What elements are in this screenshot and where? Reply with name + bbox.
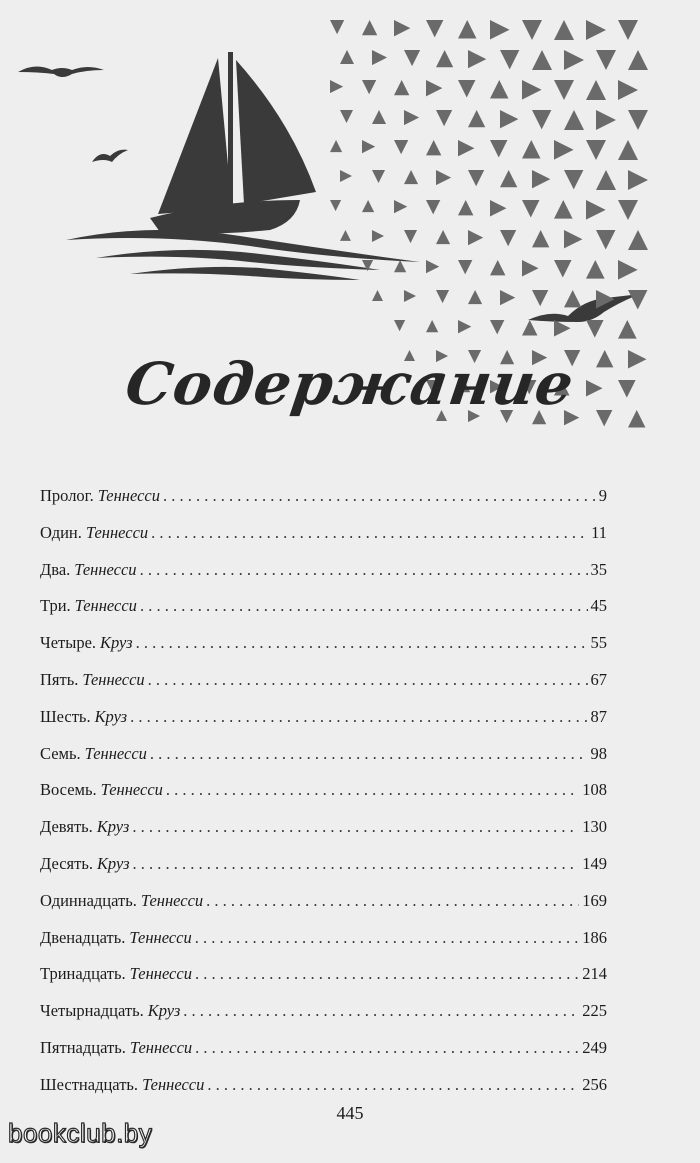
chapter-narrator: Теннесси: [100, 780, 163, 800]
page-reference: 249: [582, 1037, 607, 1057]
chapter-number: Четыре.: [40, 633, 97, 653]
triangle-mark: [596, 170, 616, 190]
triangle-mark: [362, 200, 374, 212]
chapter-number: Шесть.: [40, 706, 91, 726]
triangle-mark: [490, 80, 509, 99]
dot-leader: [195, 956, 579, 993]
triangle-mark: [468, 290, 482, 304]
triangle-mark: [596, 230, 615, 249]
chapter-number: Одиннадцать.: [40, 890, 137, 910]
triangle-mark: [532, 230, 549, 247]
triangle-mark: [458, 260, 472, 274]
triangle-mark: [522, 260, 538, 276]
triangle-mark: [628, 110, 648, 130]
chapter-number: Три.: [40, 596, 71, 616]
page-reference: 87: [590, 706, 607, 726]
triangle-mark: [362, 140, 375, 153]
chapter-narrator: Теннесси: [97, 486, 160, 505]
chapter-number: Два.: [40, 559, 71, 579]
triangle-mark: [532, 290, 548, 306]
toc-entry: [40, 772, 607, 809]
triangle-mark: [404, 170, 418, 184]
triangle-mark: [372, 230, 384, 242]
toc-entry: [40, 736, 607, 773]
chapter-number: Пять.: [40, 669, 79, 689]
triangle-mark: [586, 260, 605, 279]
page-reference: 169: [582, 890, 607, 910]
triangle-mark: [458, 200, 473, 215]
toc-entry: [40, 478, 607, 515]
triangle-mark: [522, 80, 542, 100]
chapter-narrator: Теннесси: [142, 1074, 205, 1094]
chapter-narrator: Теннесси: [129, 927, 192, 947]
triangle-mark: [490, 20, 510, 40]
chapter-narrator: Теннесси: [129, 1037, 193, 1057]
chapter-number: Четырнадцать.: [40, 1001, 144, 1021]
dot-leader: [150, 736, 588, 773]
triangle-mark: [394, 200, 407, 213]
page-title: Содержание: [121, 350, 579, 418]
chapter-narrator: Круз: [94, 706, 128, 726]
page-reference: 55: [590, 633, 607, 653]
chapter-number: Шестнадцать.: [40, 1074, 139, 1094]
triangle-mark: [436, 110, 452, 126]
page-reference: 149: [582, 853, 607, 873]
seagull-icon: [92, 150, 128, 162]
toc-entry: [40, 588, 607, 625]
chapter-narrator: Теннесси: [74, 559, 137, 579]
chapter-narrator: Теннесси: [82, 669, 145, 689]
triangle-mark: [596, 110, 616, 130]
triangle-mark: [394, 20, 410, 36]
page-reference: 108: [582, 780, 607, 800]
triangle-mark: [426, 260, 439, 273]
triangle-mark: [372, 110, 386, 124]
triangle-mark: [340, 230, 351, 241]
chapter-narrator: Круз: [147, 1001, 181, 1021]
triangle-mark: [458, 140, 474, 156]
triangle-mark: [426, 140, 441, 155]
triangle-mark: [490, 200, 506, 216]
triangle-mark: [500, 110, 518, 128]
triangle-mark: [404, 230, 417, 243]
chapter-number: Тринадцать.: [40, 964, 126, 984]
triangle-mark: [458, 320, 471, 333]
triangle-mark: [330, 20, 344, 34]
triangle-mark: [426, 320, 438, 332]
triangle-mark: [586, 320, 604, 338]
page-reference: 67: [590, 669, 607, 689]
toc-entry: [40, 956, 607, 993]
chapter-narrator: Теннесси: [84, 743, 147, 763]
triangle-mark: [340, 170, 352, 182]
dot-leader: [133, 846, 580, 883]
triangle-mark: [522, 320, 537, 335]
triangle-mark: [436, 170, 451, 185]
triangle-mark: [618, 320, 637, 339]
triangle-mark: [468, 50, 486, 68]
triangle-mark: [330, 200, 341, 211]
toc-entry: [40, 625, 607, 662]
triangle-mark: [436, 50, 453, 67]
triangle-mark: [426, 200, 440, 214]
page-reference: 45: [590, 596, 607, 616]
seagull-icon: [18, 66, 104, 77]
triangle-mark: [532, 110, 551, 129]
triangle-mark: [372, 50, 387, 65]
toc-entry: [40, 920, 607, 957]
dot-leader: [136, 625, 588, 662]
triangle-mark: [468, 110, 485, 127]
toc-entry: [40, 993, 607, 1030]
triangle-mark: [628, 170, 648, 190]
dot-leader: [140, 552, 588, 589]
chapter-narrator: Теннесси: [140, 890, 204, 910]
triangle-mark: [468, 230, 483, 245]
triangle-mark: [330, 80, 343, 93]
chapter-narrator: Теннесси: [129, 964, 192, 984]
dot-leader: [132, 809, 579, 846]
triangle-mark: [532, 50, 552, 70]
page-reference: 130: [582, 817, 607, 837]
chapter-number: Пролог.: [40, 486, 94, 505]
page-reference: 9: [598, 486, 607, 505]
toc-entry: [40, 1030, 607, 1067]
triangle-mark: [586, 80, 606, 100]
triangle-mark: [522, 20, 542, 40]
triangle-mark: [426, 20, 443, 37]
dot-leader: [195, 920, 580, 957]
triangle-mark: [586, 140, 606, 160]
chapter-number: Восемь.: [40, 780, 97, 800]
toc-entry: [40, 1067, 607, 1104]
dot-leader: [148, 662, 588, 699]
triangle-mark: [554, 320, 571, 337]
dot-leader: [195, 1030, 579, 1067]
triangle-mark: [458, 80, 475, 97]
triangle-mark: [554, 140, 574, 160]
triangle-mark: [618, 80, 638, 100]
triangle-mark: [564, 110, 584, 130]
triangle-mark: [554, 20, 574, 40]
chapter-number: Двенадцать.: [40, 927, 126, 947]
dot-leader: [140, 588, 588, 625]
triangle-mark: [340, 110, 353, 123]
triangle-mark: [618, 140, 638, 160]
triangle-mark: [404, 290, 416, 302]
chapter-narrator: Круз: [100, 633, 133, 653]
dot-leader: [151, 515, 588, 552]
triangle-mark: [500, 170, 517, 187]
toc-entry: [40, 809, 607, 846]
chapter-narrator: Теннесси: [74, 596, 137, 616]
triangle-mark: [490, 260, 505, 275]
triangle-mark: [340, 50, 354, 64]
chapter-number: Один.: [40, 522, 82, 542]
triangle-mark: [394, 260, 406, 272]
chapter-narrator: Теннесси: [85, 522, 149, 542]
toc-entry: [40, 699, 607, 736]
chapter-narrator: Круз: [96, 853, 130, 873]
triangle-mark: [426, 80, 442, 96]
triangle-mark: [618, 260, 638, 280]
triangle-mark: [554, 260, 572, 278]
page-reference: 225: [582, 1001, 607, 1021]
triangle-mark: [554, 200, 573, 219]
triangle-mark: [564, 50, 584, 70]
triangle-mark: [436, 230, 450, 244]
triangle-mark: [404, 50, 420, 66]
seagull-icon: [528, 294, 640, 322]
triangle-mark: [522, 140, 541, 159]
page-reference: 98: [590, 743, 607, 763]
triangle-mark: [394, 140, 408, 154]
triangle-mark: [490, 140, 507, 157]
triangle-mark: [372, 290, 383, 301]
triangle-mark: [628, 290, 648, 310]
chapter-number: Девять.: [40, 817, 93, 837]
triangle-mark: [618, 20, 638, 40]
triangle-mark: [586, 20, 606, 40]
dot-leader: [206, 883, 579, 920]
triangle-mark: [458, 20, 476, 38]
page-number: 445: [336, 1103, 364, 1123]
triangle-mark: [394, 320, 405, 331]
triangle-mark: [490, 320, 504, 334]
triangle-mark: [500, 230, 516, 246]
triangle-mark: [618, 200, 638, 220]
triangle-mark: [500, 290, 515, 305]
watermark-logo: bookclub.by: [8, 1118, 153, 1148]
triangle-mark: [628, 230, 648, 250]
dot-leader: [183, 993, 579, 1030]
triangle-mark: [554, 80, 574, 100]
toc-entry: [40, 662, 607, 699]
toc-entry: [40, 552, 607, 589]
triangle-mark: [362, 20, 377, 35]
triangle-mark: [564, 170, 583, 189]
dot-leader: [163, 478, 596, 515]
triangle-mark: [532, 170, 550, 188]
triangle-mark: [362, 80, 376, 94]
triangle-mark: [564, 230, 582, 248]
triangle-mark: [628, 50, 648, 70]
triangle-mark: [372, 170, 385, 183]
chapter-narrator: Круз: [96, 817, 130, 837]
table-of-contents: [40, 478, 607, 1104]
dot-leader: [207, 1067, 579, 1104]
triangle-mark: [522, 200, 540, 218]
triangle-mark: [564, 290, 581, 307]
triangle-mark: [394, 80, 409, 95]
page-reference: 186: [582, 927, 607, 947]
toc-entry: [40, 515, 607, 552]
page-reference: 214: [582, 964, 607, 984]
chapter-number: Десять.: [40, 853, 93, 873]
triangle-mark: [500, 50, 519, 69]
dot-leader: [130, 699, 587, 736]
triangle-mark: [468, 170, 484, 186]
page-reference: 11: [591, 522, 607, 542]
triangle-mark: [404, 110, 419, 125]
dot-leader: [166, 772, 579, 809]
triangle-mark: [586, 200, 606, 220]
triangle-mark: [436, 290, 449, 303]
chapter-number: Семь.: [40, 743, 81, 763]
page-reference: 256: [582, 1074, 607, 1094]
chapter-number: Пятнадцать.: [40, 1037, 126, 1057]
toc-entry: [40, 883, 607, 920]
page-reference: 35: [590, 559, 607, 579]
triangle-mark: [330, 140, 342, 152]
toc-entry: [40, 846, 607, 883]
triangle-mark: [596, 50, 616, 70]
